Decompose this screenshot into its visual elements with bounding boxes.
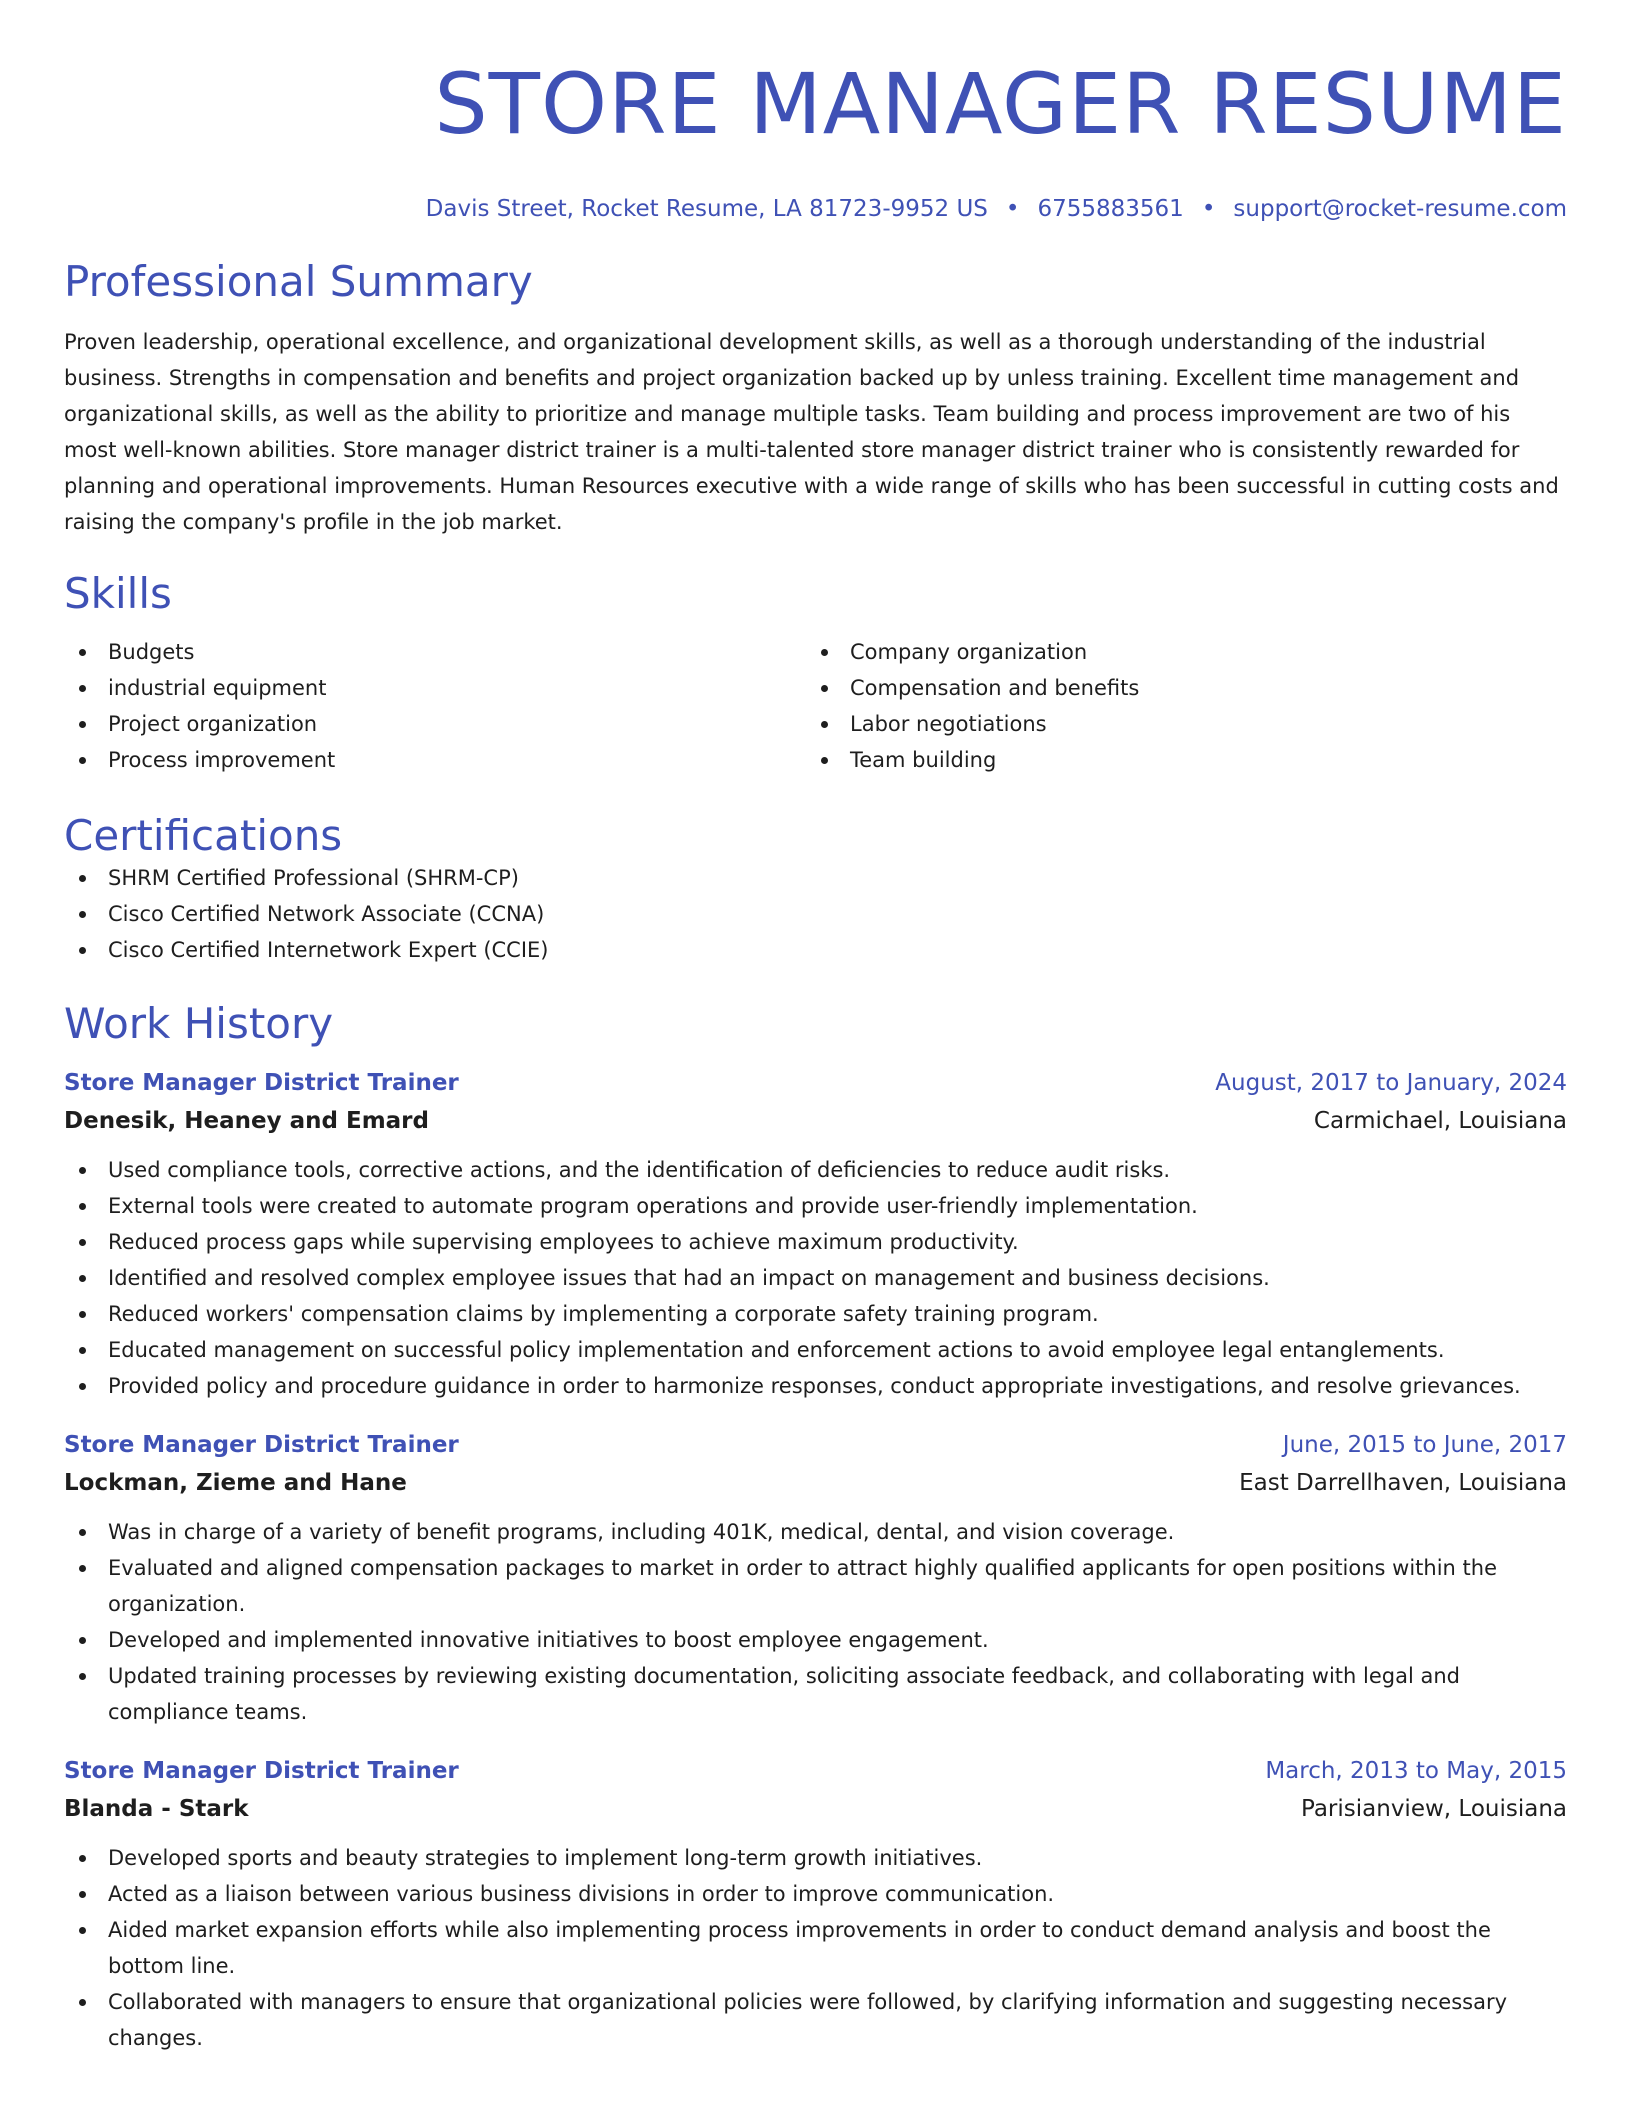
contact-line [64, 194, 1567, 224]
skills-column-right [806, 634, 1548, 778]
job-location: East Darrellhaven, Louisiana [1239, 1470, 1567, 1496]
certifications-heading: Certifications [64, 811, 343, 860]
job-location: Carmichael, Louisiana [1313, 1108, 1567, 1134]
contact-address: Davis Street, Rocket Resume, LA 81723-9952 US [425, 196, 988, 222]
certifications-list [64, 860, 1567, 968]
skill-item: industrial equipment [64, 670, 806, 706]
job-company: Blanda - Stark [64, 1796, 249, 1822]
job-bullet: Educated management on successful policy implementation and enforcement actions to avoid employee legal entanglements. [64, 1332, 1567, 1368]
job-bullet: Developed sports and beauty strategies to implement long-term growth initiatives. [64, 1840, 1567, 1876]
job-company-row [64, 1464, 1567, 1502]
job-header-row [64, 1064, 1567, 1102]
job-bullets [64, 1152, 1567, 1404]
certification-item: Cisco Certified Network Associate (CCNA) [64, 896, 1567, 932]
job-bullets [64, 1840, 1567, 2056]
contact-phone: 6755883561 [1037, 196, 1184, 222]
job-bullet: Was in charge of a variety of benefit programs, including 401K, medical, dental, and vision coverage. [64, 1514, 1567, 1550]
skill-item: Project organization [64, 706, 806, 742]
job-bullet: Updated training processes by reviewing existing documentation, soliciting associate feedback, and collaborating with legal and compliance teams. [64, 1658, 1567, 1730]
contact-email[interactable]: support@rocket-resume.com [1233, 196, 1567, 222]
skill-item: Budgets [64, 634, 806, 670]
job-entry [64, 1426, 1567, 1730]
job-title: Store Manager District Trainer [64, 1758, 459, 1784]
skills-heading: Skills [64, 569, 172, 618]
skill-item: Compensation and benefits [806, 670, 1548, 706]
job-title: Store Manager District Trainer [64, 1432, 459, 1458]
job-dates: August, 2017 to January, 2024 [1215, 1070, 1567, 1096]
job-bullet: Evaluated and aligned compensation packages to market in order to attract highly qualified applicants for open positions within the organization. [64, 1550, 1567, 1622]
job-company-row [64, 1790, 1567, 1828]
job-bullet: Collaborated with managers to ensure that organizational policies were followed, by clarifying information and suggesting necessary changes. [64, 1984, 1567, 2056]
job-dates: June, 2015 to June, 2017 [1282, 1432, 1567, 1458]
job-company: Denesik, Heaney and Emard [64, 1108, 429, 1134]
job-dates: March, 2013 to May, 2015 [1265, 1758, 1567, 1784]
skills-list [64, 634, 1567, 778]
contact-separator: • [1201, 196, 1216, 222]
job-entry [64, 1064, 1567, 1404]
job-company-row [64, 1102, 1567, 1140]
job-bullet: Provided policy and procedure guidance in order to harmonize responses, conduct appropriate investigations, and resolve grievances. [64, 1368, 1567, 1404]
job-bullet: Developed and implemented innovative initiatives to boost employee engagement. [64, 1622, 1567, 1658]
job-company: Lockman, Zieme and Hane [64, 1470, 407, 1496]
job-bullet: Aided market expansion efforts while also implementing process improvements in order to conduct demand analysis and boost the bottom line. [64, 1912, 1567, 1984]
certification-item: SHRM Certified Professional (SHRM-CP) [64, 860, 1567, 896]
job-title: Store Manager District Trainer [64, 1070, 459, 1096]
job-bullet: Identified and resolved complex employee issues that had an impact on management and business decisions. [64, 1260, 1567, 1296]
job-bullets [64, 1514, 1567, 1730]
work-history-heading: Work History [64, 999, 334, 1048]
job-bullet: Reduced process gaps while supervising employees to achieve maximum productivity. [64, 1224, 1567, 1260]
resume-page [64, 0, 1567, 2056]
resume-title: STORE MANAGER RESUME [434, 55, 1567, 153]
skill-item: Company organization [806, 634, 1548, 670]
job-bullet: Acted as a liaison between various business divisions in order to improve communication. [64, 1876, 1567, 1912]
job-header-row [64, 1752, 1567, 1790]
skill-item: Team building [806, 742, 1548, 778]
skills-column-left [64, 634, 806, 778]
job-location: Parisianview, Louisiana [1301, 1796, 1567, 1822]
summary-text: Proven leadership, operational excellence, and organizational development skills, as well as a thorough understanding of the industrial business. Strengths in compensation and benefits and project organization backed up by unless training. Excellent time management and organizational skills, as well as the ability to prioritize and manage multiple tasks. Team building and process improvement are two of his most well-known abilities. Store manager district trainer is a multi-talented store manager district trainer who is consistently rewarded for planning and operational improvements. Human Resources executive with a wide range of skills who has been successful in cutting costs and raising the company's profile in the job market. [64, 330, 1559, 534]
job-bullet: Used compliance tools, corrective actions, and the identification of deficiencies to reduce audit risks. [64, 1152, 1567, 1188]
job-bullet: Reduced workers' compensation claims by implementing a corporate safety training program. [64, 1296, 1567, 1332]
certification-item: Cisco Certified Internetwork Expert (CCIE) [64, 932, 1567, 968]
job-bullet: External tools were created to automate program operations and provide user-friendly implementation. [64, 1188, 1567, 1224]
skill-item: Labor negotiations [806, 706, 1548, 742]
job-entry [64, 1752, 1567, 2056]
summary-heading: Professional Summary [64, 257, 533, 306]
job-header-row [64, 1426, 1567, 1464]
skill-item: Process improvement [64, 742, 806, 778]
contact-separator: • [1005, 196, 1020, 222]
